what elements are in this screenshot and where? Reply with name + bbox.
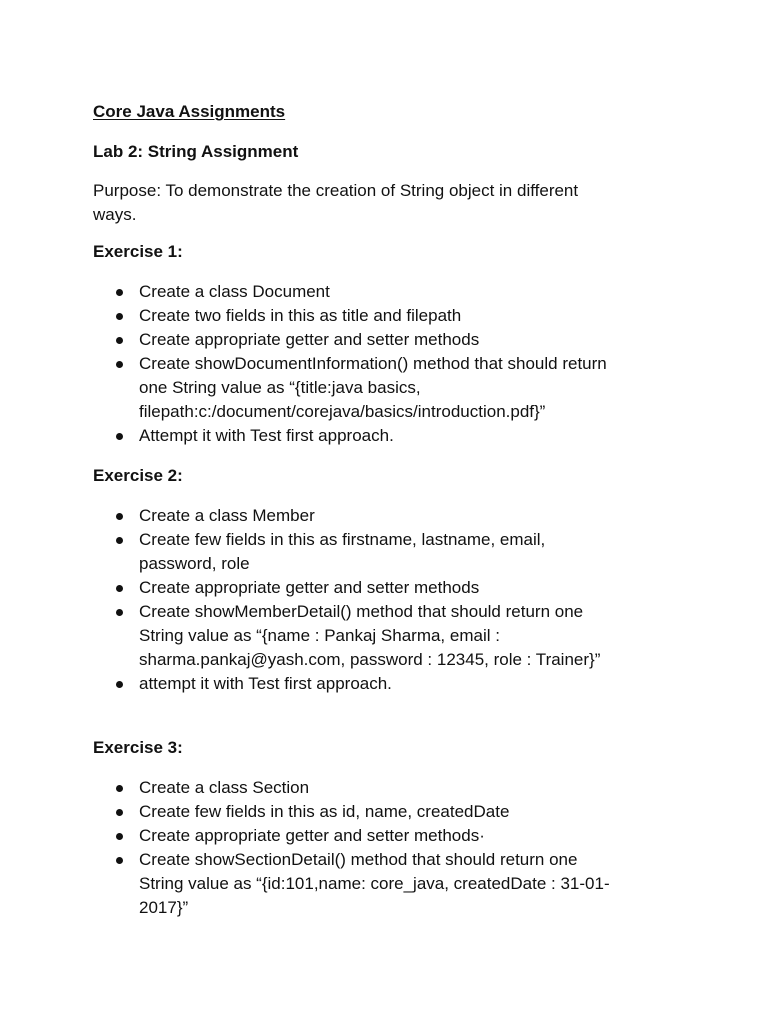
purpose-line: Purpose: To demonstrate the creation of String object in different bbox=[93, 181, 579, 200]
list-item-text: Create showMemberDetail() method that should return one bbox=[139, 602, 584, 621]
list-item bbox=[93, 280, 683, 304]
exercise-1-list bbox=[93, 280, 683, 448]
list-item-text: Create appropriate getter and setter methods bbox=[139, 578, 480, 597]
list-item bbox=[93, 776, 683, 800]
list-item bbox=[93, 304, 683, 328]
list-item-text: Create showSectionDetail() method that should return one bbox=[139, 850, 578, 869]
list-item bbox=[93, 576, 683, 600]
list-item bbox=[93, 328, 683, 352]
list-item-text: Create showDocumentInformation() method that should return bbox=[139, 354, 607, 373]
list-item-text: Create a class Document bbox=[139, 282, 330, 301]
purpose-paragraph bbox=[93, 179, 673, 227]
list-item-text: Create few fields in this as id, name, createdDate bbox=[139, 802, 510, 821]
list-item-text: attempt it with Test first approach. bbox=[139, 674, 392, 693]
list-item bbox=[93, 424, 683, 448]
purpose-line: ways. bbox=[93, 205, 137, 224]
list-item bbox=[93, 800, 683, 824]
list-item bbox=[93, 848, 683, 920]
list-item-text: password, role bbox=[139, 554, 250, 573]
list-item-text: Create appropriate getter and setter methods· bbox=[139, 826, 485, 845]
exercise-3-heading: Exercise 3: bbox=[93, 738, 183, 757]
list-item-text: sharma.pankaj@yash.com, password : 12345, role : Trainer}” bbox=[139, 650, 601, 669]
list-item-text: filepath:c:/document/corejava/basics/introduction.pdf}” bbox=[139, 402, 546, 421]
list-item bbox=[93, 528, 683, 576]
list-item bbox=[93, 504, 683, 528]
list-item bbox=[93, 672, 683, 696]
list-item bbox=[93, 352, 683, 424]
document-title: Core Java Assignments bbox=[93, 102, 286, 121]
list-item-text: Create appropriate getter and setter methods bbox=[139, 330, 480, 349]
list-item-text: Create two fields in this as title and filepath bbox=[139, 306, 462, 325]
lab-title: Lab 2: String Assignment bbox=[93, 142, 299, 161]
list-item-text: String value as “{name : Pankaj Sharma, email : bbox=[139, 626, 500, 645]
list-item bbox=[93, 600, 683, 672]
list-item-text: String value as “{id:101,name: core_java, createdDate : 31-01- bbox=[139, 874, 610, 893]
exercise-2-heading: Exercise 2: bbox=[93, 466, 183, 485]
list-item-text: 2017}” bbox=[139, 898, 189, 917]
exercise-1-heading: Exercise 1: bbox=[93, 242, 183, 261]
list-item-text: Create few fields in this as firstname, lastname, email, bbox=[139, 530, 546, 549]
list-item bbox=[93, 824, 683, 848]
list-item-text: one String value as “{title:java basics, bbox=[139, 378, 421, 397]
list-item-text: Create a class Member bbox=[139, 506, 315, 525]
exercise-3-list bbox=[93, 776, 683, 920]
exercise-2-list bbox=[93, 504, 683, 696]
list-item-text: Create a class Section bbox=[139, 778, 310, 797]
list-item-text: Attempt it with Test first approach. bbox=[139, 426, 394, 445]
